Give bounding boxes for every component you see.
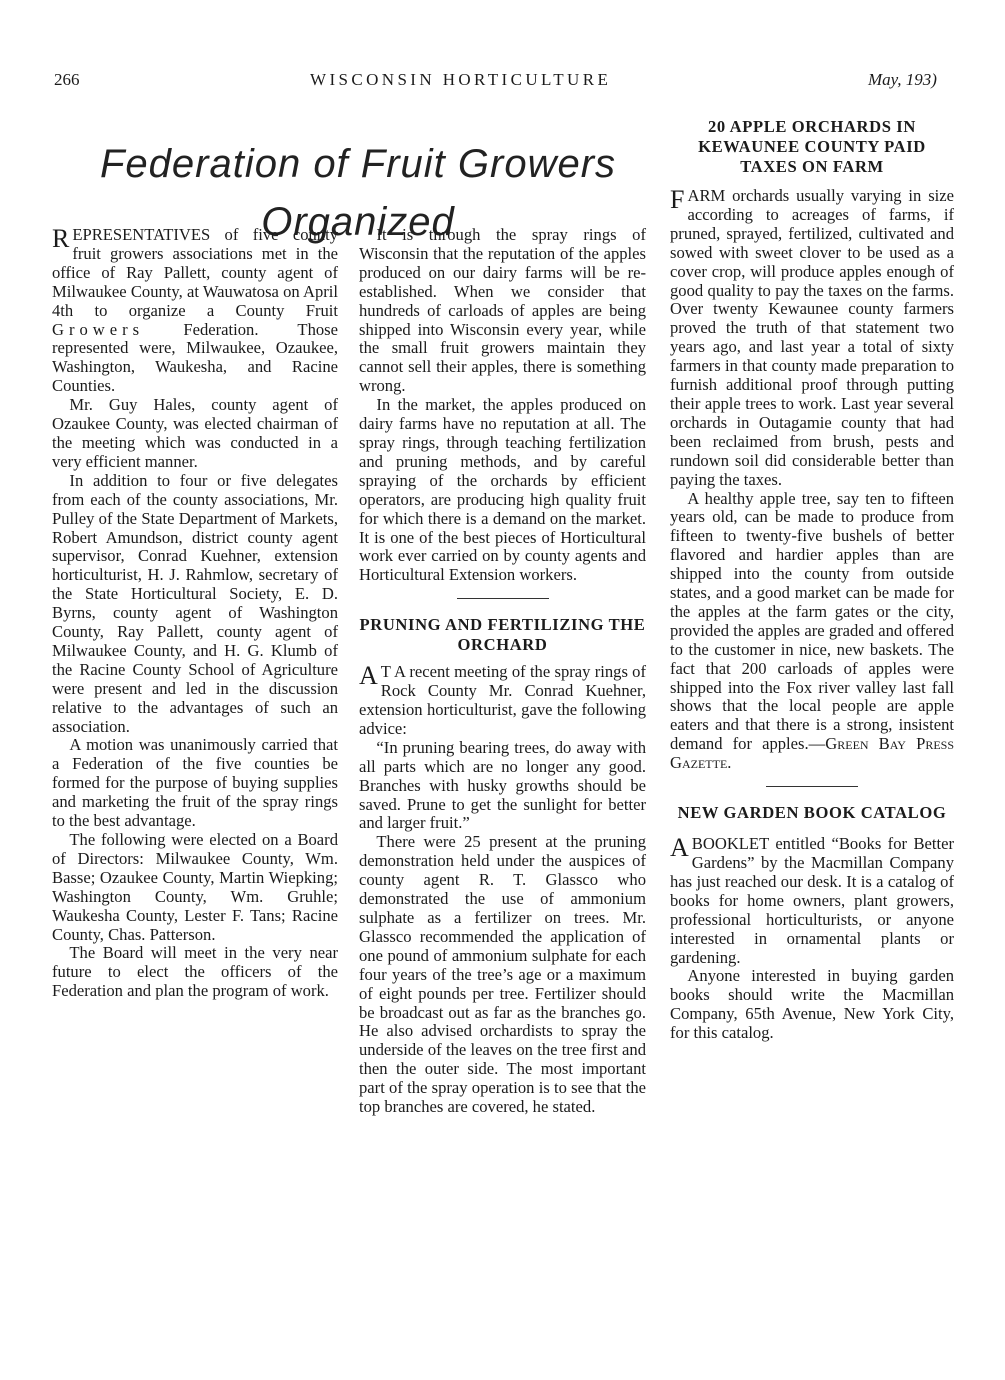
drop-cap: A bbox=[670, 833, 689, 863]
drop-cap: A bbox=[359, 661, 378, 691]
article-paragraph: FARM orchards usually varying in size according to acreages of farms, if pruned, sprayed, fertilized, cultivated and sowed with sweet clover to be used as a cover crop, will produce apples enough of good quality to pay the taxes on the farms. Over twenty Kewaunee county farmers proved the truth of that statement two years ago, and last year a total of sixty farmers in that county made preparation to furnish additional proof through putting their apple trees to work. Last year several orchards in Outagamie county that had been reclaimed from brush, pests and rundown soil did considerable better than paying the taxes. bbox=[670, 185, 954, 489]
column-3 bbox=[670, 117, 954, 1043]
article-paragraph: In the market, the apples produced on dairy farms have no reputation at all. The spray rings, through teaching fertilization and pruning methods, and by careful spraying of the orchards by efficient operators, are producing high quality fruit for which there is a demand on the market. It is one of the best pieces of Horticultural work ever carried on by county agents and Horticultural Extension workers. bbox=[359, 395, 646, 585]
page-header bbox=[0, 70, 1005, 94]
article-paragraph: Anyone interested in buying garden books should write the Macmillan Company, 65th Avenue, New York City, for this catalog. bbox=[670, 966, 954, 1043]
article-paragraph: A motion was unanimously carried that a Federation of the five counties be formed for the purpose of buying supplies and marketing the fruit of the spray rings to the best advantage. bbox=[52, 735, 338, 831]
article-paragraph: There were 25 present at the pruning demonstration held under the auspices of county agent R. T. Glassco who demonstrated the use of ammonium sulphate as a fertilizer on trees. Mr. Glassco recommended the application of one pound of ammonium sulphate for each four years of the tree’s age or a maximum of eight pounds per tree. Fertilizer should be broadcast out as far as the branches go. He also advised orchardists to spray the underside of the leaves on the tree first and then the outer side. The most important part of the spray operation is to see that the top branches are covered, he stated. bbox=[359, 832, 646, 1117]
article-paragraph: “In pruning bearing trees, do away with all parts which are no longer any good. Branches with husky growths should be saved. Prune to get the sunlight for better and larger fruit.” bbox=[359, 737, 646, 833]
issue-date: May, 193) bbox=[868, 70, 937, 89]
article-paragraph: The Board will meet in the very near future to elect the officers of the Federation and plan the program of work. bbox=[52, 943, 338, 1001]
section-heading: PRUNING AND FERTILIZING THE ORCHARD bbox=[359, 615, 646, 655]
article-paragraph: ABOOKLET entitled “Books for Better Gardens” by the Macmillan Company has just reached our desk. It is a catalog of books for home owners, plant growers, professional horticulturists, or anyone interested in ornamental plants or gardening. bbox=[670, 833, 954, 967]
article-paragraph: A T A recent meeting of the spray rings of Rock County Mr. Conrad Kuehner, extension horticulturist, gave the following advice: bbox=[359, 661, 646, 738]
article-paragraph: In addition to four or five delegates from each of the county associations, Mr. Pulley of the State Department of Markets, Robert Amundson, district county agent supervisor, Conrad Kuehner, extension horticulturist, H. J. Rahmlow, secretary of the State Horticultural Society, E. D. Byrns, county agent of Washington County, Ray Pallett, county agent of Milwaukee County, and H. G. Klumb of the Racine County School of Agriculture were present and led in the discussion relative to the advantages of such an association. bbox=[52, 470, 338, 736]
article-paragraph: A healthy apple tree, say ten to fifteen years old, can be made to produce from fifteen to twenty-five bushels of better flavored and hardier apples than are shipped into the county from outside states, and a good market can be made for the apples at the farm gates or the city, provided the apples are graded and offered to the customer in nice, new baskets. The fact that 200 carloads of apples were shipped into the Fox river valley last fall shows that the local people are apple eaters and that there is a strong, insistent demand for apples.—Green Bay Press Gazette. bbox=[670, 488, 954, 773]
article-paragraph: Mr. Guy Hales, county agent of Ozaukee County, was elected chairman of the meeting which was conducted in a very efficient manner. bbox=[52, 395, 338, 471]
drop-cap: R bbox=[52, 224, 70, 253]
source-credit: Green Bay Press Gazette. bbox=[670, 734, 954, 773]
section-divider bbox=[457, 598, 549, 599]
column-2 bbox=[359, 226, 646, 1117]
article-paragraph: The following were elected on a Board of Directors: Milwaukee County, Wm. Basse; Ozaukee County, Martin Wiepking; Washington County, Wm. Gruhle; Waukesha County, Lester F. Tans; Racine County, Chas. Patterson. bbox=[52, 830, 338, 944]
section-heading: NEW GARDEN BOOK CATALOG bbox=[677, 803, 947, 823]
article-title: Federation of Fruit Growers Organized bbox=[99, 141, 617, 244]
article-paragraph: REPRESENTATIVES of five county fruit growers associations met in the office of Ray Pallett, county agent of Milwaukee County, at Wauwatosa on April 4th to organize a County Fruit Growers Federation. Those represented were, Milwaukee, Ozaukee, Washington, Waukesha, and Racine Counties. bbox=[52, 224, 338, 396]
section-heading: 20 APPLE ORCHARDS IN KEWAUNEE COUNTY PAID TAXES ON FARM bbox=[698, 117, 926, 176]
section-divider bbox=[766, 786, 858, 787]
page-number: 266 bbox=[54, 70, 80, 89]
masthead: WISCONSIN HORTICULTURE bbox=[310, 70, 612, 89]
drop-cap: F bbox=[670, 185, 685, 214]
column-1 bbox=[52, 226, 338, 1001]
article-paragraph: It is through the spray rings of Wisconsin that the reputation of the apples produced on our dairy farms will be re-established. When we consider that hundreds of carloads of apples are being shipped into Wisconsin every year, while the small fruit growers maintain they cannot sell their apples, there is something wrong. bbox=[359, 225, 646, 396]
